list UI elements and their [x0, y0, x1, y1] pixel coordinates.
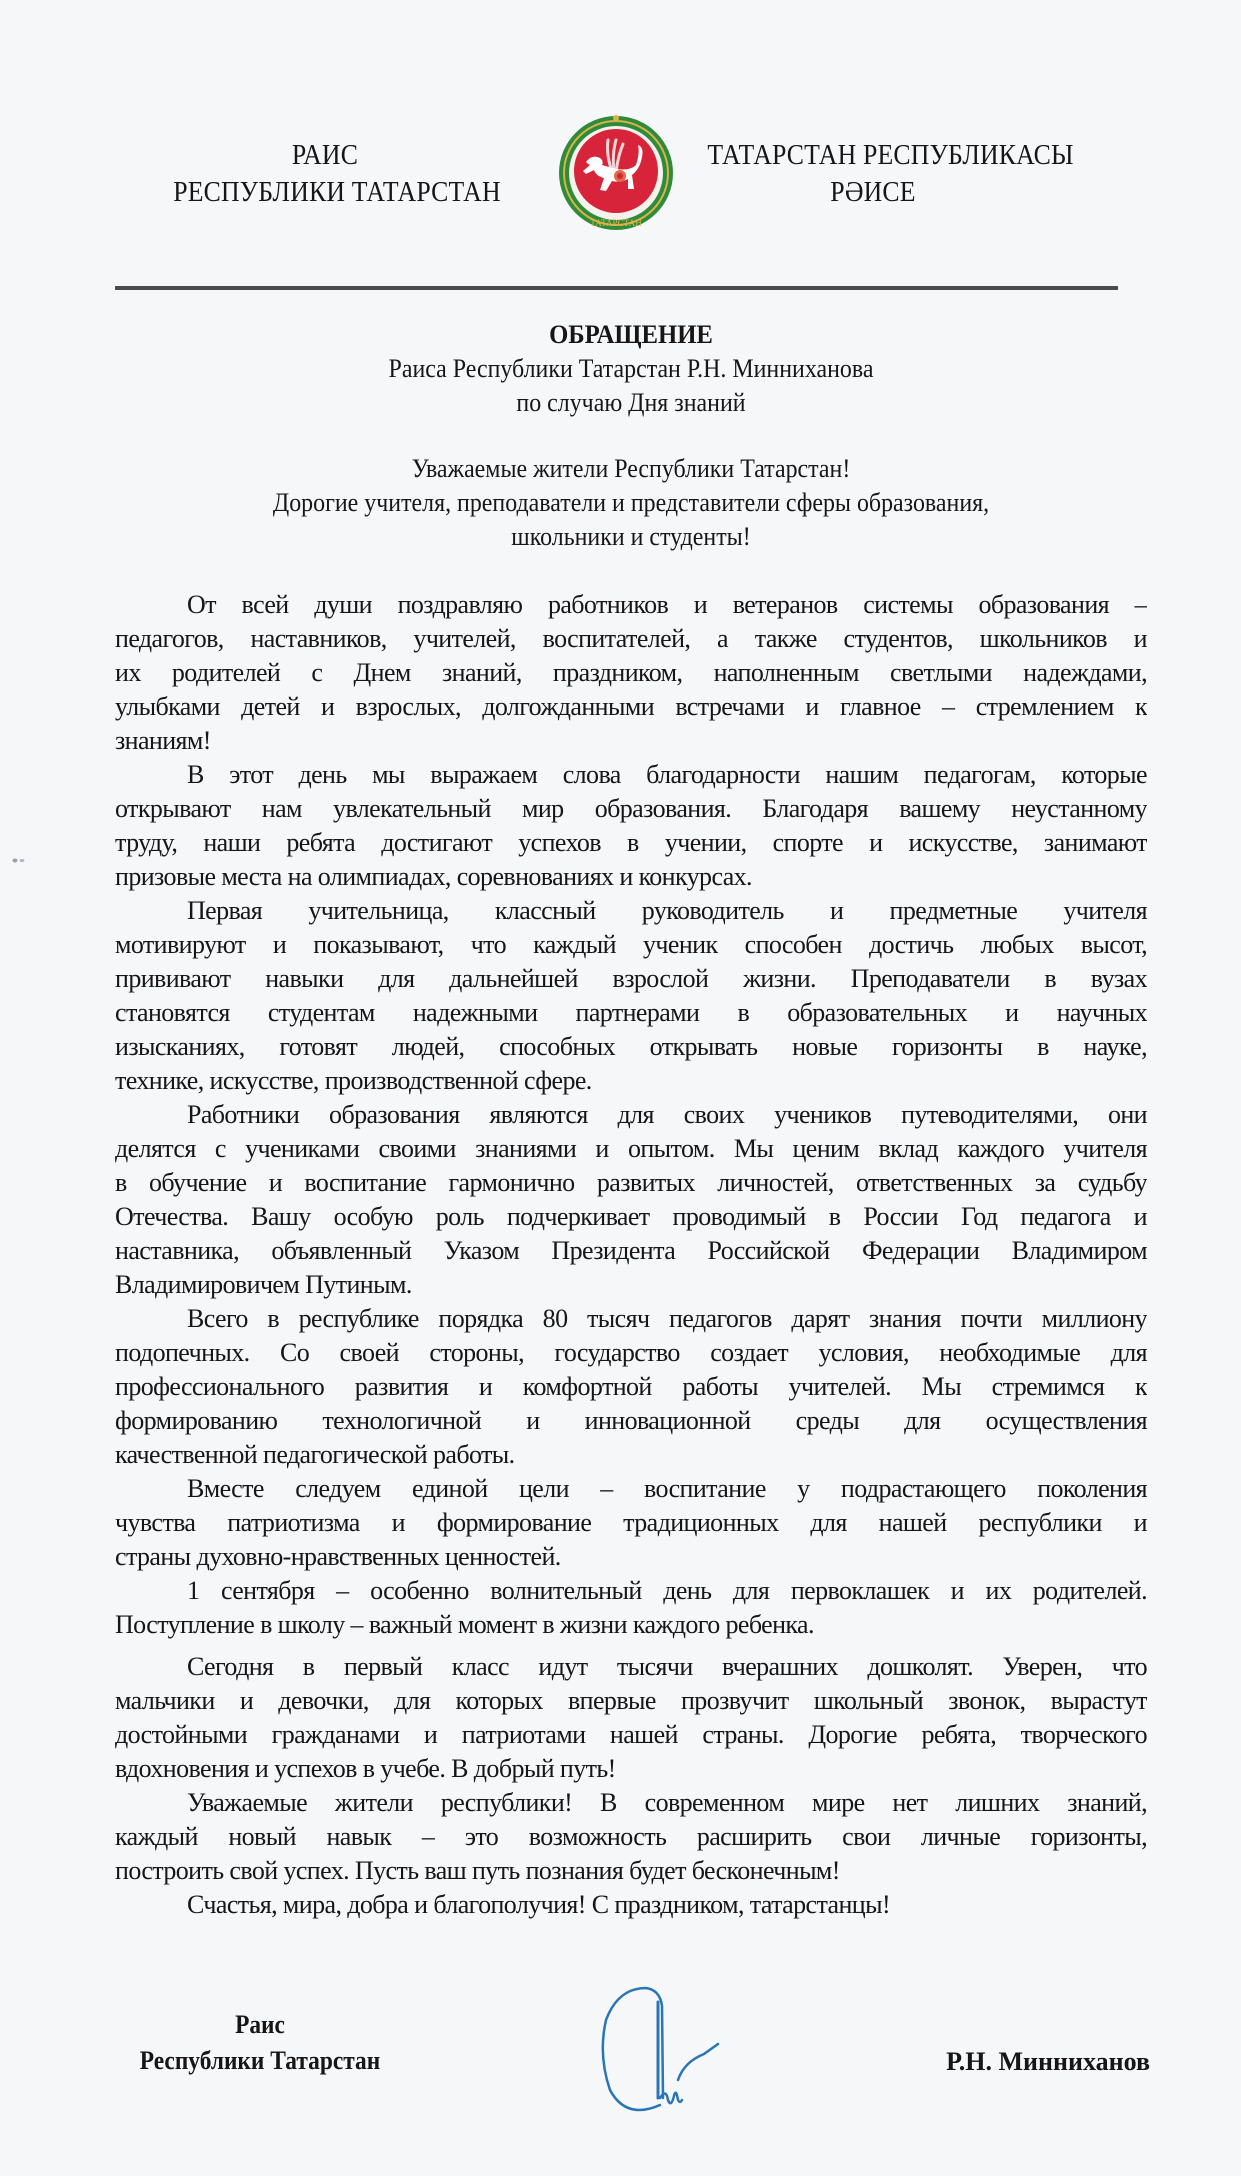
paragraph-line: Всего в республике порядка 80 тысяч педагогов дарят знания почти миллиону [187, 1304, 1147, 1333]
greeting-line: школьники и студенты! [511, 522, 751, 551]
letterhead-right-line: РӘИСЕ [830, 177, 916, 208]
paragraph-line: труду, наши ребята достигают успехов в учении, спорте и искусстве, занимают [115, 828, 1147, 857]
paragraph-line: Счастья, мира, добра и благополучия! С праздником, татарстанцы! [187, 1890, 891, 1919]
paragraph-line: технике, искусстве, производственной сфере. [115, 1066, 592, 1095]
letterhead-left-line: РЕСПУБЛИКИ ТАТАРСТАН [173, 177, 501, 208]
paragraph-line: формированию технологичной и инновационной среды для осуществления [115, 1406, 1147, 1435]
paragraph-line: делятся с учениками своими знаниями и опытом. Мы ценим вклад каждого учителя [115, 1134, 1147, 1163]
paragraph-line: 1 сентября – особенно волнительный день для первоклашек и их родителей. [187, 1576, 1147, 1605]
signatory-name: Р.Н. Минниханов [946, 2047, 1150, 2076]
paragraph [115, 588, 1147, 758]
paragraph-line: мотивируют и показывают, что каждый ученик способен достичь любых высот, [115, 930, 1147, 959]
paragraph-line: прививают навыки для дальнейшей взрослой жизни. Преподаватели в вузах [115, 964, 1147, 993]
paragraph-line: улыбками детей и взрослых, долгожданными встречами и главное – стремлением к [115, 692, 1147, 721]
paragraph-line: В этот день мы выражаем слова благодарности нашим педагогам, которые [187, 760, 1147, 789]
letterhead-right-line: ТАТАРСТАН РЕСПУБЛИКАСЫ [707, 140, 1074, 171]
handwritten-signature [596, 1980, 726, 2125]
document-subtitle-line: по случаю Дня знаний [516, 388, 746, 417]
letterhead-left [173, 137, 501, 211]
paragraph-line: каждый новый навык – это возможность расширить свои личные горизонты, [115, 1822, 1147, 1851]
paragraph [115, 894, 1147, 1098]
heading [115, 318, 1147, 420]
letterhead-left-line: РАИС [291, 140, 359, 171]
document-subtitle-line: Раиса Республики Татарстан Р.Н. Минниханова [388, 354, 874, 383]
paragraph [115, 1302, 1147, 1472]
paragraph-line: От всей души поздравляю работников и ветеранов системы образования – [187, 590, 1147, 619]
paragraph-line: в обучение и воспитание гармонично развитых личностей, ответственных за судьбу [115, 1168, 1147, 1197]
letter-body [115, 588, 1147, 1922]
paragraph-line: достойными гражданами и патриотами нашей страны. Дорогие ребята, творческого [115, 1720, 1147, 1749]
scan-speck [12, 858, 26, 863]
greeting-line: Дорогие учителя, преподаватели и представители сферы образования, [272, 488, 990, 517]
tatarstan-emblem-icon [556, 110, 676, 235]
paragraph-line: Уважаемые жители республики! В современном мире нет лишних знаний, [187, 1788, 1147, 1817]
paragraph [115, 1786, 1147, 1888]
emblem-caption: ТАТАРСТАН [590, 218, 642, 228]
paragraph-line: Вместе следуем единой цели – воспитание у подрастающего поколения [187, 1474, 1147, 1503]
paragraph-line: Поступление в школу – важный момент в жизни каждого ребенка. [115, 1610, 814, 1639]
paragraph [115, 758, 1147, 894]
greeting [115, 452, 1147, 554]
document-title: ОБРАЩЕНИЕ [549, 320, 713, 349]
paragraph-line: вдохновения и успехов в учебе. В добрый путь! [115, 1754, 616, 1783]
paragraph [115, 1574, 1147, 1642]
paragraph-line: Первая учительница, классный руководитель и предметные учителя [187, 896, 1147, 925]
paragraph-line: профессионального развития и комфортной работы учителей. Мы стремимся к [115, 1372, 1147, 1401]
paragraph-line: знаниям! [115, 726, 211, 755]
paragraph [115, 1472, 1147, 1574]
signatory-position-line: Раис [235, 2010, 285, 2039]
paragraph-line: педагогов, наставников, учителей, воспитателей, а также студентов, школьников и [115, 624, 1147, 653]
paragraph [115, 1650, 1147, 1786]
paragraph-line: мальчики и девочки, для которых впервые прозвучит школьный звонок, вырастут [115, 1686, 1147, 1715]
greeting-line: Уважаемые жители Республики Татарстан! [411, 454, 851, 483]
paragraph-line: чувства патриотизма и формирование традиционных для нашей республики и [115, 1508, 1147, 1537]
paragraph-line: призовые места на олимпиадах, соревнованиях и конкурсах. [115, 862, 752, 891]
paragraph [115, 1098, 1147, 1302]
paragraph-line: Отечества. Вашу особую роль подчеркивает проводимый в России Год педагога и [115, 1202, 1147, 1231]
paragraph-line: становятся студентам надежными партнерами в образовательных и научных [115, 998, 1147, 1027]
paragraph-line: изысканиях, готовят людей, способных открывать новые горизонты в науке, [115, 1032, 1147, 1061]
paragraph-gap [115, 1642, 1147, 1650]
paragraph-line: Работники образования являются для своих учеников путеводителями, они [187, 1100, 1147, 1129]
paragraph-line: качественной педагогической работы. [115, 1440, 515, 1469]
letterhead-divider [115, 286, 1118, 290]
paragraph-line: страны духовно-нравственных ценностей. [115, 1542, 561, 1571]
paragraph-line: Владимировичем Путиным. [115, 1270, 412, 1299]
signatory-position [110, 2007, 410, 2079]
paragraph-line: их родителей с Днем знаний, праздником, наполненным светлыми надеждами, [115, 658, 1147, 687]
paragraph-line: Сегодня в первый класс идут тысячи вчерашних дошколят. Уверен, что [187, 1652, 1147, 1681]
letterhead-right [707, 137, 1074, 211]
paragraph-line: построить свой успех. Пусть ваш путь познания будет бесконечным! [115, 1856, 840, 1885]
paragraph-line: открывают нам увлекательный мир образования. Благодаря вашему неустанному [115, 794, 1147, 823]
paragraph-line: подопечных. Со своей стороны, государство создает условия, необходимые для [115, 1338, 1147, 1367]
paragraph-line: наставника, объявленный Указом Президента Российской Федерации Владимиром [115, 1236, 1147, 1265]
signatory-position-line: Республики Татарстан [139, 2046, 381, 2075]
paragraph [115, 1888, 1147, 1922]
